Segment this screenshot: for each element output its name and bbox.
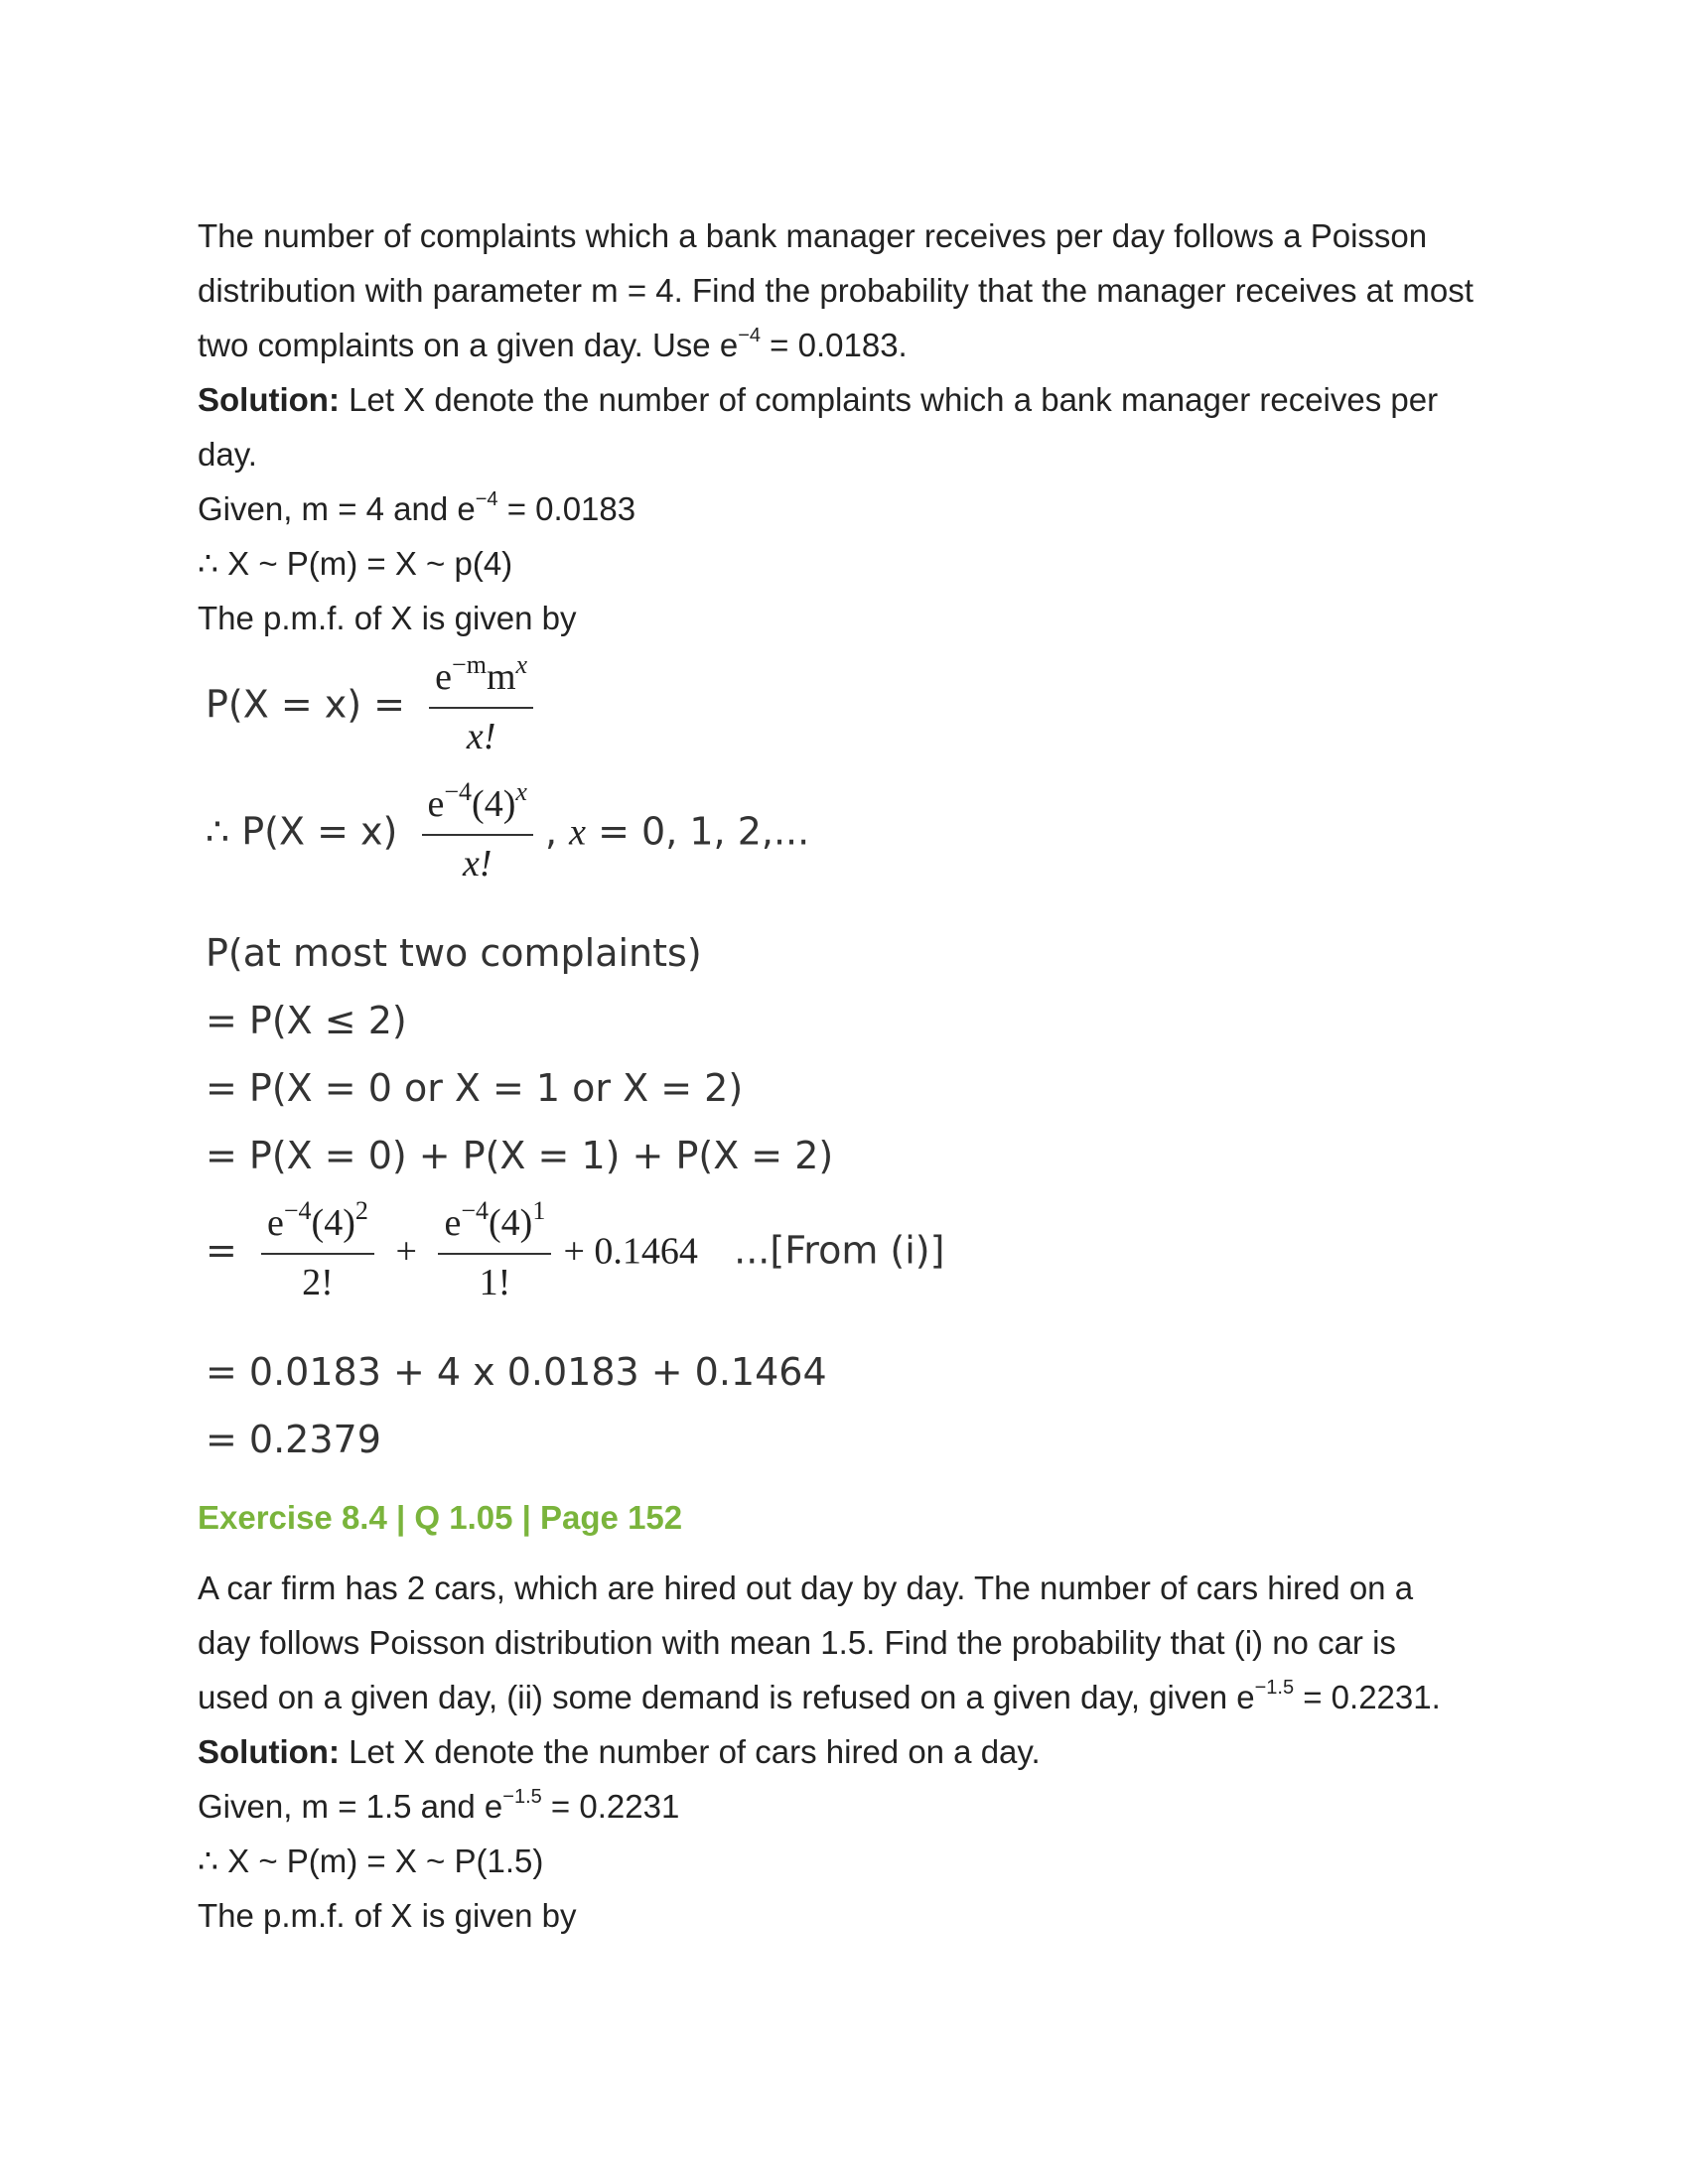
solution-label: Solution: [198, 381, 340, 418]
fraction-sum-step: = $\frac{e^{-4}(4)^2}{2!}$ + $\frac{e^{-4}(4)^1}{1!}$ + 0.1464 ...[From (i)] [206, 1196, 945, 1303]
pmf-intro: The p.m.f. of X is given by [198, 600, 577, 636]
question-line: A car firm has 2 cars, which are hired out day by day. The number of cars hired on a [198, 1570, 1414, 1606]
pmf-intro: The p.m.f. of X is given by [198, 1897, 577, 1934]
given-line: Given, m = 1.5 and $e^{-1.5} = 0.2231$ [198, 1786, 680, 1825]
given-line: Given, m = 4 and $e^{-4} = 0.0183$ [198, 488, 636, 527]
step-line: = P(X ≤ 2) [206, 999, 407, 1042]
result-line: = 0.2379 [206, 1418, 381, 1461]
distribution-line: ∴ X ~ P(m) = X ~ p(4) [198, 545, 513, 582]
step-line: P(at most two complaints) [206, 931, 702, 975]
question-line: day follows Poisson distribution with mean 1.5. Find the probability that (i) no car is [198, 1624, 1396, 1661]
solution-line: Solution: Let X denote the number of complaints which a bank manager receives per [198, 381, 1439, 418]
solution-label: Solution: [198, 1733, 340, 1770]
step-line: = 0.0183 + 4 x 0.0183 + 0.1464 [206, 1350, 827, 1394]
distribution-line: ∴ X ~ P(m) = X ~ P(1.5) [198, 1843, 544, 1879]
step-line: = P(X = 0) + P(X = 1) + P(X = 2) [206, 1134, 834, 1177]
solution-line: Solution: Let X denote the number of cars hired on a day. [198, 1733, 1041, 1770]
problem-2 [198, 1561, 1508, 1943]
exercise-heading: Exercise 8.4 | Q 1.05 | Page 152 [198, 1499, 683, 1536]
question-line: The number of complaints which a bank manager receives per day follows a Poisson [198, 217, 1428, 254]
question-line: used on a given day, (ii) some demand is refused on a given day, given $e^{-1.5} = 0.2231$. [198, 1677, 1441, 1715]
pmf-formula: P(X = x) = $\frac{e^{-m}m^x}{x!}$ [206, 655, 533, 758]
question-line: distribution with parameter m = 4. Find the probability that the manager receives at most [198, 272, 1474, 309]
document-page [198, 208, 1508, 1934]
from-reference: ...[From (i)] [734, 1228, 945, 1273]
question-line: two complaints on a given day. Use $e^{-4} = 0.0183$. [198, 325, 908, 363]
step-line: = P(X = 0 or X = 1 or X = 2) [206, 1066, 744, 1110]
pmf-formula-substituted: ∴ P(X = x) $\frac{e^{-4}(4)^x}{x!}$ , x = 0, 1, 2,... [206, 777, 810, 885]
solution-line: day. [198, 436, 257, 473]
